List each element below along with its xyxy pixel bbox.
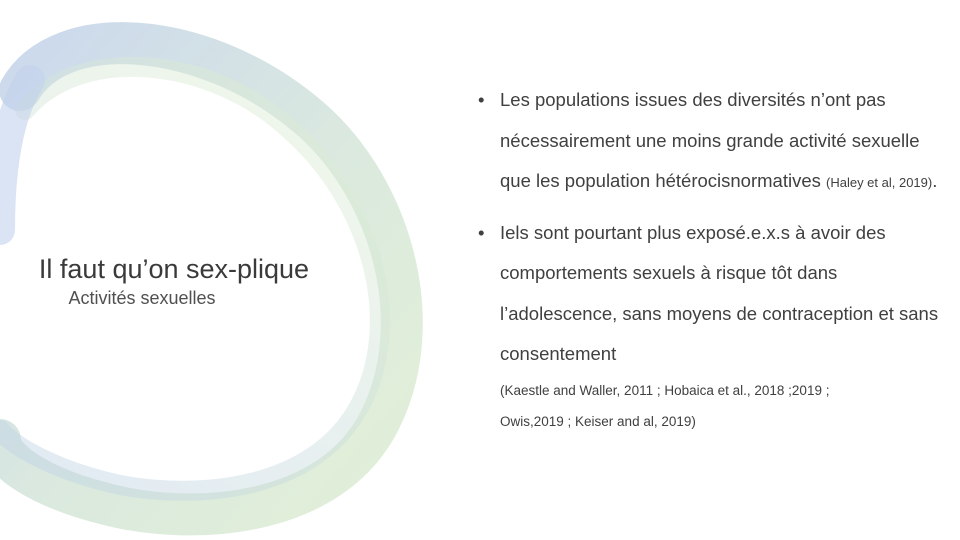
slide-subtitle: Activités sexuelles	[68, 288, 216, 308]
bullet-2-citation-line-2: Owis,2019 ; Keiser and al, 2019)	[500, 413, 696, 429]
bullet-glyph: •	[478, 89, 485, 110]
slide-title: Il faut qu’on sex-plique	[38, 254, 310, 284]
bullet-list	[478, 80, 948, 437]
bullet-item-2	[478, 213, 948, 437]
bullet-item-1	[478, 80, 948, 204]
title-block	[4, 252, 344, 310]
bullet-1-text: Les populations issues des diversités n’ont pas nécessairement une moins grande activité sexuelle que les population hétérocisnormatives	[500, 89, 920, 191]
bullet-2-citation-line-1: (Kaestle and Waller, 2011 ; Hobaica et al., 2018 ;2019 ;	[500, 382, 830, 398]
bullet-1-citation: (Haley et al, 2019)	[826, 175, 933, 190]
bullet-2-text: Iels sont pourtant plus exposé.e.x.s à avoir des comportements sexuels à risque tôt dans l’adolescence, sans moyens de contraception et sans consentement	[500, 221, 939, 364]
bullet-glyph: •	[478, 221, 485, 243]
bullet-1-trailing: .	[932, 170, 938, 191]
ring-band-left	[0, 80, 30, 230]
